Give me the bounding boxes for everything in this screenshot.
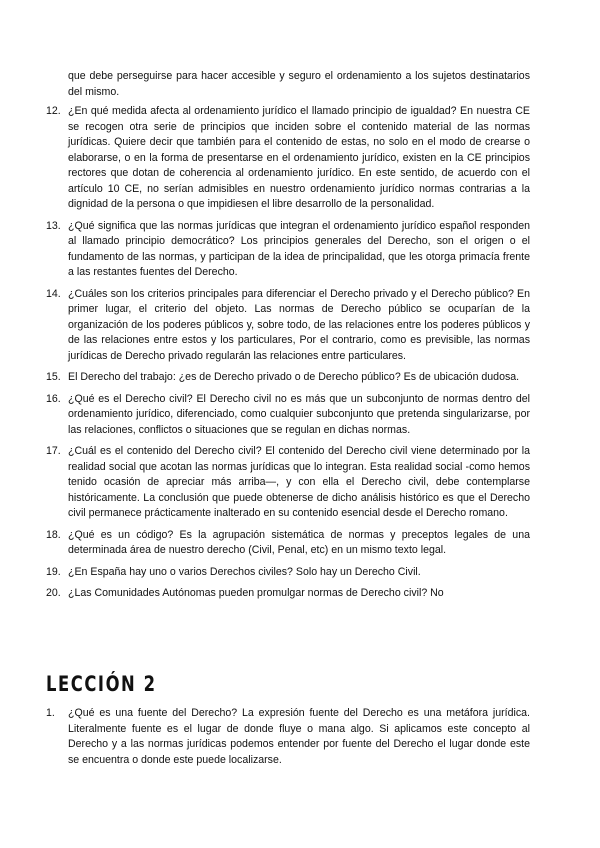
question-list bbox=[46, 104, 530, 608]
list-item bbox=[46, 706, 530, 768]
item-number: 18. bbox=[46, 528, 61, 541]
item-number: 12. bbox=[46, 105, 61, 117]
item-text: ¿Qué es un código? Es la agrupación sistemática de normas y preceptos legales de una determinada área de nuestro derecho (Civil, Penal, etc) en un mismo texto legal. bbox=[68, 528, 530, 556]
lesson-heading: LECCIÓN 2 bbox=[46, 672, 157, 696]
item-number: 15. bbox=[46, 371, 61, 383]
list-item bbox=[46, 104, 530, 213]
item-text: ¿Qué significa que las normas jurídicas que integran el ordenamiento jurídico español responden al llamado principio democrático? Los principios generales del Derecho, son el origen o el fundamento de las normas, y participan de la idea de principalidad, que les otorga primacía frente a las restantes fuentes del Derecho. bbox=[68, 219, 530, 278]
item-number: 16. bbox=[46, 392, 61, 405]
item-number: 13. bbox=[46, 219, 61, 232]
item-text: El Derecho del trabajo: ¿es de Derecho privado o de Derecho público? Es de ubicación dudosa. bbox=[68, 371, 520, 383]
list-item bbox=[46, 565, 530, 581]
item-number: 1. bbox=[46, 707, 55, 719]
item-number: 17. bbox=[46, 445, 61, 457]
item-number: 19. bbox=[46, 565, 61, 578]
list-item bbox=[46, 528, 530, 559]
item-text: ¿Qué es el Derecho civil? El Derecho civil no es más que un subconjunto de normas dentro del ordenamiento jurídico, diferenciado, como cualquier subconjunto que pretenda singularizarse, por las relaciones, conflictos o situaciones que se regulan en dichas normas. bbox=[68, 392, 530, 436]
lesson-question-list bbox=[46, 706, 530, 768]
item-text: ¿Cuál es el contenido del Derecho civil? El contenido del Derecho civil viene determinado por la realidad social que acotan las normas jurídicas que lo integran. Esta realidad social -como hemos tenido ocasión de apreciar más arriba—, y con ella el Derecho civil, debe contemplarse históricamente. La conclusión que puede obtenerse de dicho análisis histórico es que el Derecho civil permanece prácticamente inalterado en su contenido esencial desde el Derecho romano. bbox=[68, 445, 530, 519]
list-item bbox=[46, 287, 530, 365]
list-item bbox=[46, 370, 530, 386]
item-text: ¿Las Comunidades Autónomas pueden promulgar normas de Derecho civil? No bbox=[68, 587, 444, 599]
item-number: 14. bbox=[46, 287, 61, 300]
item-text: ¿En qué medida afecta al ordenamiento jurídico el llamado principio de igualdad? En nuestra CE se recogen otra serie de principios que inciden sobre el contenido material de las normas jurídicas. Quiere decir que también para el contenido de estas, no solo en el modo de crearse o elaborarse, o en la forma de presentarse en el ordenamiento jurídico, existen en la CE principios rectores que dotan de coherencia al ordenamiento jurídico. En este sentido, de acuerdo con el artículo 10 CE, no serían admisibles en nuestro ordenamiento jurídico normas contrarias a la dignidad de la persona o que impidiesen el libre desarrollo de la personalidad. bbox=[68, 105, 530, 210]
continuation-paragraph: que debe perseguirse para hacer accesible y seguro el ordenamiento a los sujetos destinatarios del mismo. bbox=[68, 70, 530, 98]
list-item bbox=[46, 219, 530, 281]
item-text: ¿Qué es una fuente del Derecho? La expresión fuente del Derecho es una metáfora jurídica. Literalmente fuente es el lugar de donde fluye o mana algo. Si aplicamos este concepto al Derecho y a las normas jurídicas podemos entender por fuente del Derecho el lugar donde este se encuentra o donde este puede localizarse. bbox=[68, 707, 530, 766]
item-number: 20. bbox=[46, 587, 61, 599]
list-item bbox=[46, 392, 530, 439]
list-item bbox=[46, 444, 530, 522]
item-text: ¿En España hay uno o varios Derechos civiles? Solo hay un Derecho Civil. bbox=[68, 565, 421, 578]
list-item bbox=[46, 586, 530, 602]
item-text: ¿Cuáles son los criterios principales para diferenciar el Derecho privado y el Derecho público? En primer lugar, el criterio del objeto. Las normas de Derecho público se ocuparían de la organización de los poderes públicos y, sobre todo, de las relaciones entre los poderes públicos y de las relaciones entre estos y los particulares, Por el contrario, como es previsible, las normas jurídicas de Derecho privado regularán las relaciones entre particulares. bbox=[68, 287, 530, 362]
